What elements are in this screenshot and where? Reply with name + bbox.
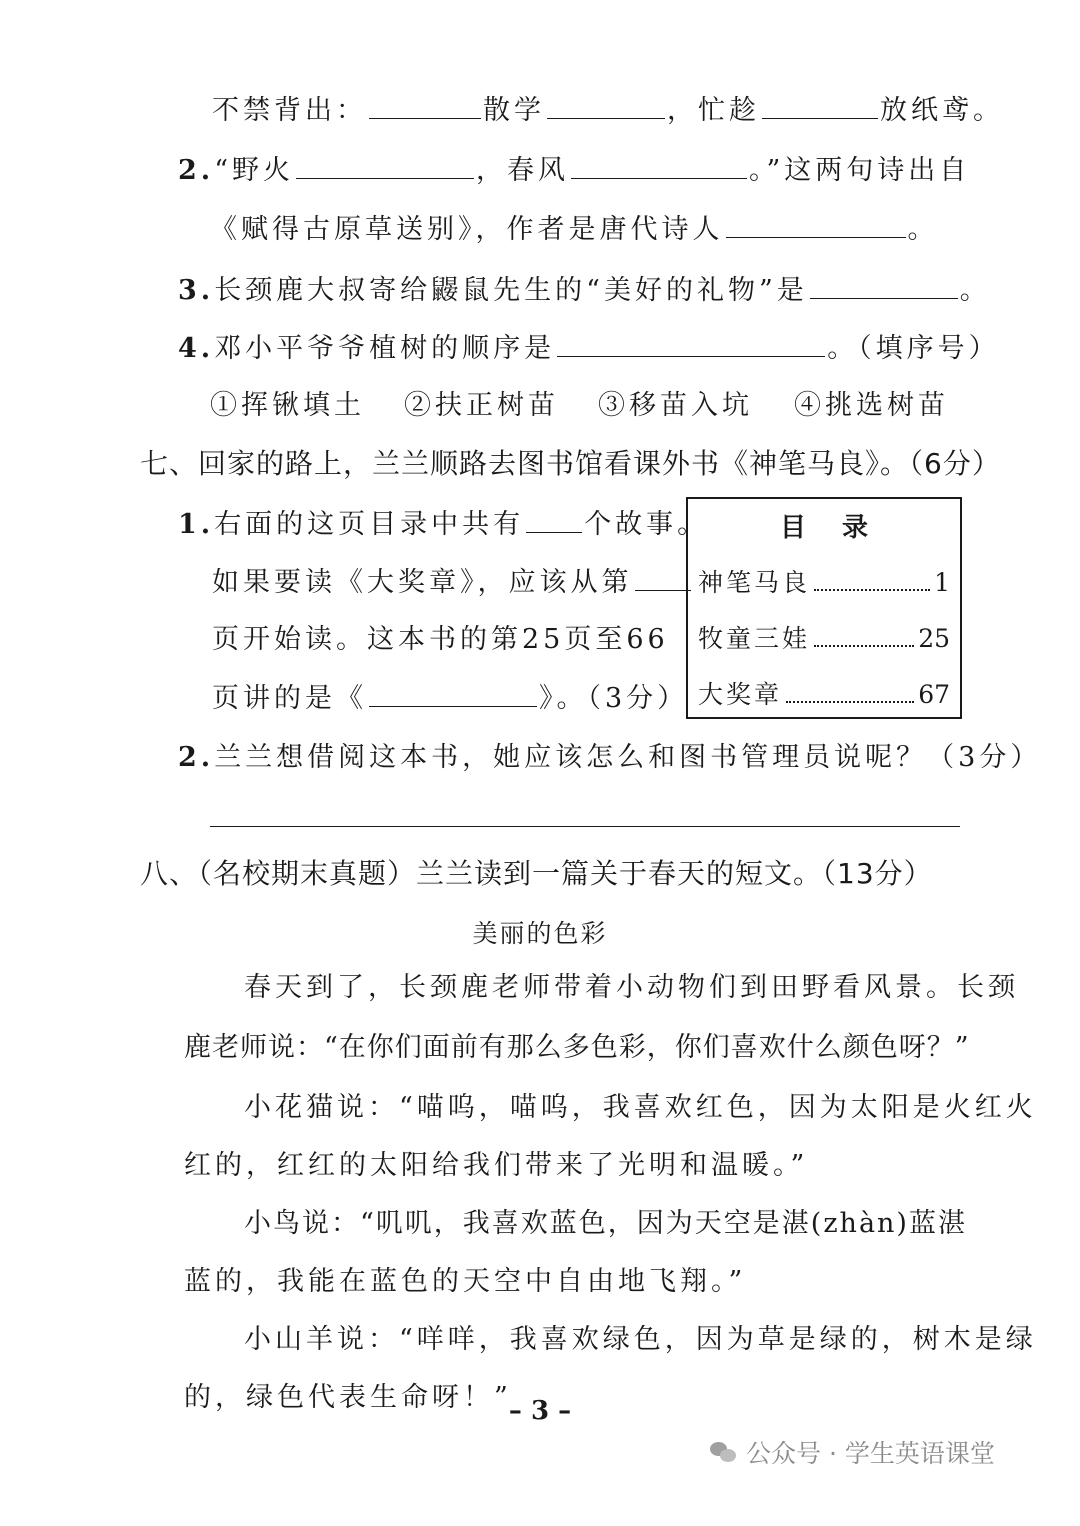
poem-text: ，忙趁 (667, 95, 760, 126)
passage-line: 的，绿色代表生命呀！” (184, 1382, 512, 1413)
answer-blank[interactable] (547, 92, 665, 119)
question-4 (178, 330, 1000, 367)
question-text: 》。（3分） (539, 683, 689, 714)
answer-blank[interactable] (526, 506, 582, 533)
answer-blank[interactable] (369, 92, 481, 119)
answer-line[interactable] (210, 826, 960, 827)
question-number: 4. (178, 333, 215, 364)
answer-blank[interactable] (571, 152, 747, 179)
question-text: 页讲的是《 (212, 683, 367, 714)
option: ①挥锹填土 (210, 390, 365, 421)
question-text: 个故事。 (584, 509, 709, 540)
toc-leader (786, 701, 914, 703)
question-number: 1. (178, 509, 215, 540)
toc-item-name: 牧童三娃 (698, 624, 811, 653)
question-text: 《赋得古原草送别》，作者是唐代诗人 (210, 214, 724, 245)
question-2-cont (210, 211, 939, 248)
table-of-contents (686, 497, 962, 719)
toc-row (698, 675, 950, 711)
poem-line (212, 92, 1004, 129)
passage-line: 鹿老师说：“在你们面前有那么多色彩，你们喜欢什么颜色呀？” (184, 1032, 970, 1063)
toc-item-page: 1 (934, 568, 950, 597)
passage-title: 美丽的色彩 (472, 919, 608, 948)
toc-item-page: 67 (918, 680, 950, 709)
passage-line: 小山羊说：“咩咩，我喜欢绿色，因为草是绿的，树木是绿 (244, 1324, 1037, 1355)
answer-blank[interactable] (726, 211, 906, 238)
option: ②扶正树苗 (404, 390, 559, 421)
question-number: 2. (178, 155, 215, 186)
poem-prefix: 不禁背出： (212, 95, 367, 126)
question-text: 邓小平爷爷植树的顺序是 (214, 333, 556, 364)
toc-leader (814, 589, 930, 591)
toc-item-name: 大奖章 (698, 680, 783, 709)
passage-line: 小鸟说：“叽叽，我喜欢蓝色，因为天空是湛(zhàn)蓝湛 (244, 1208, 967, 1239)
toc-title: 目录 (779, 513, 904, 543)
question-text: 。”这两句诗出自 (749, 155, 971, 186)
question-2 (178, 152, 970, 189)
passage-line: 红的，红红的太阳给我们带来了光明和温暖。” (184, 1150, 809, 1181)
question-number: 3. (178, 275, 215, 306)
answer-blank[interactable] (810, 272, 958, 299)
poem-text: 放纸鸢。 (880, 95, 1004, 126)
question-text: ，春风 (476, 155, 569, 186)
s7-question-1-line4 (212, 680, 688, 717)
s7-question-1-line2 (212, 564, 693, 601)
passage-line: 蓝的，我能在蓝色的天空中自由地飞翔。” (184, 1266, 747, 1297)
question-text: 。 (907, 214, 939, 245)
question-number: 2. (178, 742, 215, 773)
answer-blank[interactable] (635, 564, 691, 591)
toc-item-name: 神笔马良 (698, 568, 811, 597)
answer-blank[interactable] (369, 680, 537, 707)
toc-row (698, 563, 950, 599)
passage-line: 小花猫说：“喵呜，喵呜，我喜欢红色，因为太阳是火红火 (244, 1092, 1037, 1123)
option: ④挑选树苗 (794, 390, 949, 421)
question-text: 兰兰想借阅这本书，她应该怎么和图书管理员说呢？（3分） (214, 742, 1042, 773)
question-text: “野火 (214, 155, 294, 186)
s7-question-1-line3: 页开始读。这本书的第25页至66 (212, 624, 669, 655)
watermark-text: 公众号 · 学生英语课堂 (746, 1439, 995, 1468)
question-text: 长颈鹿大叔寄给鼹鼠先生的“美好的礼物”是 (214, 275, 808, 306)
answer-blank[interactable] (557, 330, 825, 357)
passage-line: 春天到了，长颈鹿老师带着小动物们到田野看风景。长颈 (244, 972, 1019, 1003)
toc-leader (814, 645, 914, 647)
poem-text: 散学 (483, 95, 545, 126)
section-8-header: 八、（名校期末真题）兰兰读到一篇关于春天的短文。（13分） (140, 857, 933, 890)
section-7-header: 七、回家的路上，兰兰顺路去图书馆看课外书《神笔马良》。（6分） (140, 447, 1001, 480)
question-text: 。 (959, 275, 991, 306)
question-text: 。（填序号） (827, 333, 1000, 364)
answer-blank[interactable] (762, 92, 878, 119)
toc-row (698, 619, 950, 655)
wechat-icon (710, 1440, 738, 1464)
question-text: 右面的这页目录中共有 (214, 509, 525, 540)
watermark (710, 1434, 995, 1470)
page-number: – 3 – (508, 1396, 572, 1426)
option: ③移苗入坑 (598, 390, 753, 421)
question-text: 如果要读《大奖章》，应该从第 (212, 567, 633, 598)
answer-blank[interactable] (296, 152, 474, 179)
question-3 (178, 272, 991, 309)
toc-item-page: 25 (918, 624, 950, 653)
s7-question-2 (178, 740, 1041, 776)
s7-question-1 (178, 506, 708, 543)
